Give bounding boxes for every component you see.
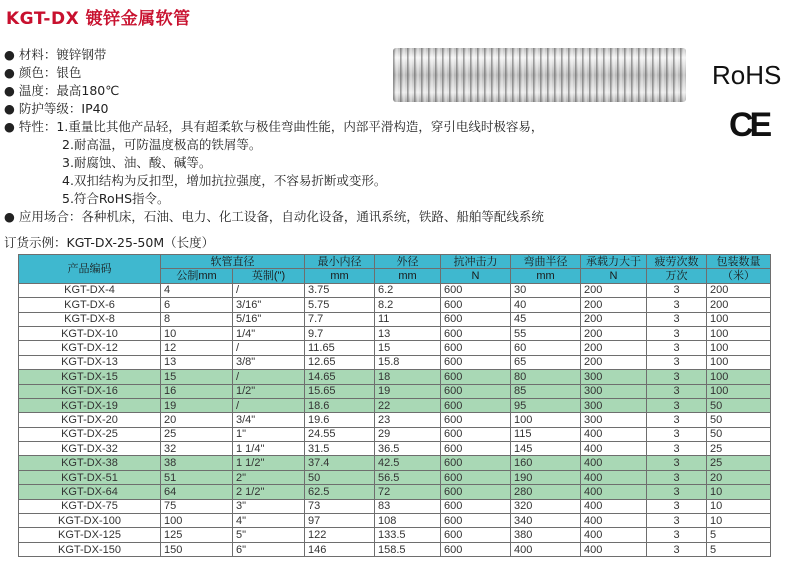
cell-metric: 10 [161, 326, 233, 340]
cell-min-inner: 73 [305, 499, 375, 513]
cell-impact: 600 [441, 298, 511, 312]
cell-imperial: 3/16" [233, 298, 305, 312]
cell-min-inner: 62.5 [305, 485, 375, 499]
cell-fatigue: 3 [647, 341, 707, 355]
cell-pack: 50 [707, 413, 771, 427]
cell-bend: 280 [511, 485, 581, 499]
cell-model: KGT-DX-75 [19, 499, 161, 513]
table-row [19, 485, 771, 499]
cell-impact: 600 [441, 499, 511, 513]
cell-outer: 19 [375, 384, 441, 398]
cell-model: KGT-DX-64 [19, 485, 161, 499]
ce-mark: CE [729, 106, 769, 144]
cell-model: KGT-DX-38 [19, 456, 161, 470]
cell-model: KGT-DX-100 [19, 514, 161, 528]
feature-1: 1.重量比其他产品轻，具有超柔软与极佳弯曲性能，内部平滑构造，穿引电线时极容易， [56, 119, 544, 134]
cell-fatigue: 3 [647, 499, 707, 513]
cell-metric: 100 [161, 514, 233, 528]
header-outer: 外径 [375, 255, 441, 269]
cell-imperial: 3/8" [233, 355, 305, 369]
table-row [19, 283, 771, 297]
cell-pack: 100 [707, 355, 771, 369]
rohs-badge: RoHS [712, 60, 782, 90]
table-header-row [19, 255, 771, 269]
order-example: 订货示例：KGT-DX-25-50M（长度） [4, 235, 215, 250]
header-pack-unit: （米） [707, 269, 771, 283]
cell-min-inner: 18.6 [305, 398, 375, 412]
cell-min-inner: 19.6 [305, 413, 375, 427]
cell-outer: 22 [375, 398, 441, 412]
table-row [19, 470, 771, 484]
spec-temperature: ● 温度：最高180℃ [4, 83, 120, 98]
cell-bend: 65 [511, 355, 581, 369]
cell-fatigue: 3 [647, 456, 707, 470]
cell-outer: 42.5 [375, 456, 441, 470]
table-row [19, 355, 771, 369]
cell-load: 400 [581, 427, 647, 441]
cell-outer: 8.2 [375, 298, 441, 312]
cell-load: 200 [581, 312, 647, 326]
table-row [19, 542, 771, 556]
table-row [19, 442, 771, 456]
cell-impact: 600 [441, 312, 511, 326]
cell-min-inner: 146 [305, 542, 375, 556]
header-load: 承载力大于 [581, 255, 647, 269]
cell-imperial: 1 1/2" [233, 456, 305, 470]
cell-imperial: / [233, 398, 305, 412]
cell-pack: 25 [707, 442, 771, 456]
cell-impact: 600 [441, 326, 511, 340]
header-min-inner: 最小内径 [305, 255, 375, 269]
cell-metric: 12 [161, 341, 233, 355]
cell-min-inner: 122 [305, 528, 375, 542]
cell-model: KGT-DX-4 [19, 283, 161, 297]
cell-model: KGT-DX-25 [19, 427, 161, 441]
cell-min-inner: 9.7 [305, 326, 375, 340]
cell-load: 300 [581, 413, 647, 427]
cell-outer: 133.5 [375, 528, 441, 542]
cell-impact: 600 [441, 456, 511, 470]
cell-outer: 158.5 [375, 542, 441, 556]
cell-outer: 83 [375, 499, 441, 513]
cell-outer: 6.2 [375, 283, 441, 297]
cell-impact: 600 [441, 413, 511, 427]
spec-protection: ● 防护等级：IP40 [4, 101, 109, 116]
cell-model: KGT-DX-13 [19, 355, 161, 369]
cell-pack: 10 [707, 514, 771, 528]
header-pack: 包装数量 [707, 255, 771, 269]
cell-load: 400 [581, 514, 647, 528]
cell-model: KGT-DX-19 [19, 398, 161, 412]
cell-impact: 600 [441, 528, 511, 542]
header-metric: 公制mm [161, 269, 233, 283]
cell-imperial: 1/2" [233, 384, 305, 398]
cell-bend: 55 [511, 326, 581, 340]
cell-load: 200 [581, 341, 647, 355]
cell-load: 300 [581, 384, 647, 398]
cell-bend: 30 [511, 283, 581, 297]
header-bend-unit: mm [511, 269, 581, 283]
cell-load: 200 [581, 298, 647, 312]
cell-pack: 100 [707, 341, 771, 355]
cell-outer: 18 [375, 370, 441, 384]
cell-metric: 75 [161, 499, 233, 513]
cell-model: KGT-DX-6 [19, 298, 161, 312]
cell-impact: 600 [441, 384, 511, 398]
cell-min-inner: 5.75 [305, 298, 375, 312]
table-row [19, 298, 771, 312]
table-row [19, 514, 771, 528]
cell-model: KGT-DX-16 [19, 384, 161, 398]
cell-metric: 150 [161, 542, 233, 556]
cell-bend: 380 [511, 528, 581, 542]
cell-fatigue: 3 [647, 528, 707, 542]
page-title: KGT-DX 镀锌金属软管 [6, 9, 191, 29]
cell-impact: 600 [441, 398, 511, 412]
spec-application: ● 应用场合：各种机床，石油、电力、化工设备，自动化设备，通讯系统，铁路、船舶等配线系统 [4, 209, 544, 224]
cell-min-inner: 31.5 [305, 442, 375, 456]
cell-imperial: / [233, 370, 305, 384]
header-impact: 抗冲击力 [441, 255, 511, 269]
cell-metric: 32 [161, 442, 233, 456]
cell-outer: 108 [375, 514, 441, 528]
cell-model: KGT-DX-12 [19, 341, 161, 355]
header-fatigue: 疲劳次数 [647, 255, 707, 269]
cell-model: KGT-DX-10 [19, 326, 161, 340]
header-fatigue-unit: 万次 [647, 269, 707, 283]
table-row [19, 341, 771, 355]
table-row [19, 528, 771, 542]
cell-bend: 40 [511, 298, 581, 312]
cell-pack: 25 [707, 456, 771, 470]
spec-features [4, 118, 544, 136]
cell-impact: 600 [441, 355, 511, 369]
cell-load: 400 [581, 442, 647, 456]
cell-pack: 200 [707, 283, 771, 297]
cell-fatigue: 3 [647, 384, 707, 398]
table-row [19, 398, 771, 412]
cell-outer: 29 [375, 427, 441, 441]
cell-impact: 600 [441, 370, 511, 384]
header-model: 产品编码 [19, 255, 161, 284]
header-hose-diameter: 软管直径 [161, 255, 305, 269]
cell-pack: 10 [707, 499, 771, 513]
cell-metric: 8 [161, 312, 233, 326]
cell-bend: 45 [511, 312, 581, 326]
cell-metric: 6 [161, 298, 233, 312]
cell-outer: 15 [375, 341, 441, 355]
feature-5: 5.符合RoHS指令。 [62, 191, 170, 206]
cell-imperial: 2 1/2" [233, 485, 305, 499]
cell-fatigue: 3 [647, 326, 707, 340]
cell-fatigue: 3 [647, 283, 707, 297]
header-impact-unit: N [441, 269, 511, 283]
cell-fatigue: 3 [647, 542, 707, 556]
cell-pack: 5 [707, 528, 771, 542]
cell-min-inner: 12.65 [305, 355, 375, 369]
cell-load: 400 [581, 499, 647, 513]
cell-metric: 4 [161, 283, 233, 297]
table-row [19, 326, 771, 340]
cell-load: 400 [581, 485, 647, 499]
cell-outer: 23 [375, 413, 441, 427]
header-min-inner-unit: mm [305, 269, 375, 283]
spec-material: ● 材料：镀锌钢带 [4, 47, 107, 62]
cell-outer: 72 [375, 485, 441, 499]
cell-min-inner: 3.75 [305, 283, 375, 297]
spec-table [18, 254, 771, 557]
cell-load: 300 [581, 398, 647, 412]
cell-min-inner: 11.65 [305, 341, 375, 355]
cell-outer: 11 [375, 312, 441, 326]
cell-impact: 600 [441, 542, 511, 556]
cell-pack: 100 [707, 370, 771, 384]
cell-outer: 56.5 [375, 470, 441, 484]
table-body [19, 283, 771, 556]
cell-bend: 145 [511, 442, 581, 456]
cell-imperial: 4" [233, 514, 305, 528]
cell-model: KGT-DX-125 [19, 528, 161, 542]
cell-fatigue: 3 [647, 442, 707, 456]
cell-imperial: 2" [233, 470, 305, 484]
cell-bend: 95 [511, 398, 581, 412]
cell-model: KGT-DX-8 [19, 312, 161, 326]
cell-load: 200 [581, 326, 647, 340]
feature-4: 4.双扣结构为反扣型，增加抗拉强度，不容易折断或变形。 [62, 173, 387, 188]
cell-pack: 20 [707, 470, 771, 484]
header-imperial: 英制(") [233, 269, 305, 283]
cell-model: KGT-DX-15 [19, 370, 161, 384]
cell-imperial: 6" [233, 542, 305, 556]
table-row [19, 312, 771, 326]
table-row [19, 370, 771, 384]
cell-pack: 100 [707, 326, 771, 340]
cell-fatigue: 3 [647, 355, 707, 369]
cell-load: 400 [581, 456, 647, 470]
cell-metric: 25 [161, 427, 233, 441]
cell-imperial: / [233, 283, 305, 297]
cell-impact: 600 [441, 442, 511, 456]
cell-imperial: 5" [233, 528, 305, 542]
cell-min-inner: 15.65 [305, 384, 375, 398]
cell-fatigue: 3 [647, 370, 707, 384]
cell-metric: 13 [161, 355, 233, 369]
cell-bend: 100 [511, 413, 581, 427]
spec-color: ● 颜色：银色 [4, 65, 82, 80]
cell-impact: 600 [441, 485, 511, 499]
cell-impact: 600 [441, 427, 511, 441]
cell-impact: 600 [441, 470, 511, 484]
cell-min-inner: 7.7 [305, 312, 375, 326]
table-row [19, 427, 771, 441]
cell-min-inner: 50 [305, 470, 375, 484]
cell-fatigue: 3 [647, 298, 707, 312]
cell-outer: 36.5 [375, 442, 441, 456]
cell-pack: 100 [707, 312, 771, 326]
cell-min-inner: 24.55 [305, 427, 375, 441]
cell-impact: 600 [441, 514, 511, 528]
header-outer-unit: mm [375, 269, 441, 283]
cell-pack: 50 [707, 427, 771, 441]
table-row [19, 384, 771, 398]
cell-bend: 340 [511, 514, 581, 528]
cell-model: KGT-DX-20 [19, 413, 161, 427]
cell-min-inner: 97 [305, 514, 375, 528]
cell-outer: 13 [375, 326, 441, 340]
cell-bend: 160 [511, 456, 581, 470]
cell-metric: 125 [161, 528, 233, 542]
header-bend: 弯曲半径 [511, 255, 581, 269]
cell-fatigue: 3 [647, 485, 707, 499]
feature-2: 2.耐高温，可防温度极高的铁屑等。 [62, 137, 262, 152]
cell-imperial: 3" [233, 499, 305, 513]
table-row [19, 456, 771, 470]
header-load-unit: N [581, 269, 647, 283]
cell-metric: 20 [161, 413, 233, 427]
cell-imperial: / [233, 341, 305, 355]
cell-imperial: 5/16" [233, 312, 305, 326]
cell-fatigue: 3 [647, 398, 707, 412]
cell-bend: 190 [511, 470, 581, 484]
cell-impact: 600 [441, 341, 511, 355]
cell-load: 200 [581, 283, 647, 297]
cell-metric: 38 [161, 456, 233, 470]
cell-pack: 10 [707, 485, 771, 499]
cell-imperial: 1 1/4" [233, 442, 305, 456]
cell-bend: 60 [511, 341, 581, 355]
cell-bend: 115 [511, 427, 581, 441]
cell-metric: 64 [161, 485, 233, 499]
cell-load: 300 [581, 370, 647, 384]
cell-pack: 50 [707, 398, 771, 412]
cell-fatigue: 3 [647, 427, 707, 441]
table-row [19, 499, 771, 513]
cell-model: KGT-DX-150 [19, 542, 161, 556]
cell-load: 400 [581, 542, 647, 556]
cell-outer: 15.8 [375, 355, 441, 369]
cell-fatigue: 3 [647, 514, 707, 528]
cell-metric: 15 [161, 370, 233, 384]
cell-model: KGT-DX-51 [19, 470, 161, 484]
cell-model: KGT-DX-32 [19, 442, 161, 456]
cell-fatigue: 3 [647, 413, 707, 427]
cell-fatigue: 3 [647, 312, 707, 326]
cell-metric: 19 [161, 398, 233, 412]
cell-metric: 16 [161, 384, 233, 398]
cell-imperial: 1" [233, 427, 305, 441]
cell-load: 400 [581, 528, 647, 542]
feature-3: 3.耐腐蚀、油、酸、碱等。 [62, 155, 212, 170]
cell-metric: 51 [161, 470, 233, 484]
cell-min-inner: 14.65 [305, 370, 375, 384]
cell-bend: 85 [511, 384, 581, 398]
cell-pack: 200 [707, 298, 771, 312]
cell-pack: 5 [707, 542, 771, 556]
cell-fatigue: 3 [647, 470, 707, 484]
cell-imperial: 1/4" [233, 326, 305, 340]
cell-bend: 400 [511, 542, 581, 556]
features-label: ● 特性： [4, 119, 57, 134]
cell-load: 200 [581, 355, 647, 369]
table-row [19, 413, 771, 427]
cell-imperial: 3/4" [233, 413, 305, 427]
cell-bend: 320 [511, 499, 581, 513]
spec-list [4, 46, 544, 226]
cell-bend: 80 [511, 370, 581, 384]
cell-load: 400 [581, 470, 647, 484]
cell-min-inner: 37.4 [305, 456, 375, 470]
cell-impact: 600 [441, 283, 511, 297]
cell-pack: 100 [707, 384, 771, 398]
